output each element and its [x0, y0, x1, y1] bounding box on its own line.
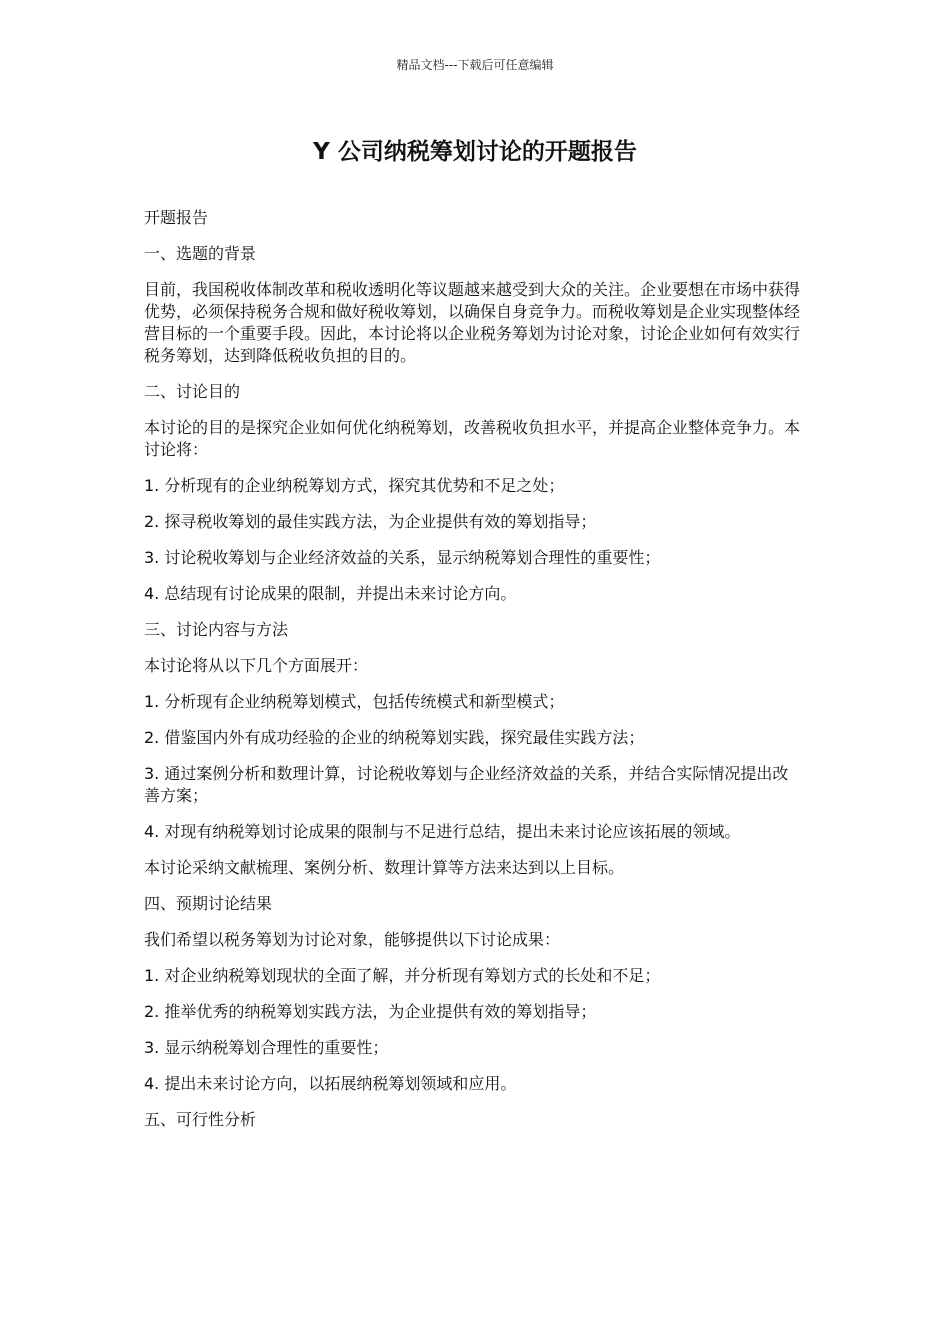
list-item-results-1: 1. 对企业纳税筹划现状的全面了解，并分析现有筹划方式的长处和不足； — [144, 966, 661, 985]
section-heading-content-method: 三、讨论内容与方法 — [144, 620, 289, 639]
list-item-content-2: 2. 借鉴国内外有成功经验的企业的纳税筹划实践，探究最佳实践方法； — [144, 728, 645, 747]
list-item-results-2: 2. 推举优秀的纳税筹划实践方法，为企业提供有效的筹划指导； — [144, 1002, 597, 1021]
document-body — [144, 207, 804, 1145]
paragraph-purpose: 本讨论的目的是探究企业如何优化纳税筹划，改善税收负担水平，并提高企业整体竞争力。本讨论将： — [144, 418, 801, 459]
section-heading-feasibility: 五、可行性分析 — [144, 1110, 257, 1129]
page-header: 精品文档---下载后可任意编辑 — [396, 58, 554, 72]
list-item-purpose-2: 2. 探寻税收筹划的最佳实践方法，为企业提供有效的筹划指导； — [144, 512, 597, 531]
list-item-content-1: 1. 分析现有企业纳税筹划模式，包括传统模式和新型模式； — [144, 692, 565, 711]
section-heading-expected-results: 四、预期讨论结果 — [144, 894, 273, 913]
section-heading-purpose: 二、讨论目的 — [144, 382, 241, 401]
list-item-purpose-3: 3. 讨论税收筹划与企业经济效益的关系，显示纳税筹划合理性的重要性； — [144, 548, 661, 567]
list-item-purpose-4: 4. 总结现有讨论成果的限制，并提出未来讨论方向。 — [144, 584, 517, 603]
list-item-content-3: 3. 通过案例分析和数理计算，讨论税收筹划与企业经济效益的关系，并结合实际情况提出改善方案； — [144, 764, 789, 805]
paragraph-report-label: 开题报告 — [144, 208, 209, 227]
paragraph-results-intro: 我们希望以税务筹划为讨论对象，能够提供以下讨论成果： — [144, 930, 561, 949]
section-heading-background: 一、选题的背景 — [144, 244, 257, 263]
list-item-results-3: 3. 显示纳税筹划合理性的重要性； — [144, 1038, 389, 1057]
paragraph-method: 本讨论采纳文献梳理、案例分析、数理计算等方法来达到以上目标。 — [144, 858, 625, 877]
list-item-content-4: 4. 对现有纳税筹划讨论成果的限制与不足进行总结，提出未来讨论应该拓展的领域。 — [144, 822, 741, 841]
paragraph-background: 目前，我国税收体制改革和税收透明化等议题越来越受到大众的关注。企业要想在市场中获得优势，必须保持税务合规和做好税收筹划，以确保自身竞争力。而税收筹划是企业实现整体经营目标的一个重要手段。因此，本讨论将以企业税务筹划为讨论对象，讨论企业如何有效实行税务筹划，达到降低税收负担的目的。 — [144, 280, 801, 365]
document-title: Y 公司纳税筹划讨论的开题报告 — [313, 139, 637, 165]
list-item-results-4: 4. 提出未来讨论方向，以拓展纳税筹划领域和应用。 — [144, 1074, 517, 1093]
list-item-purpose-1: 1. 分析现有的企业纳税筹划方式，探究其优势和不足之处； — [144, 476, 565, 495]
paragraph-content-intro: 本讨论将从以下几个方面展开： — [144, 656, 369, 675]
